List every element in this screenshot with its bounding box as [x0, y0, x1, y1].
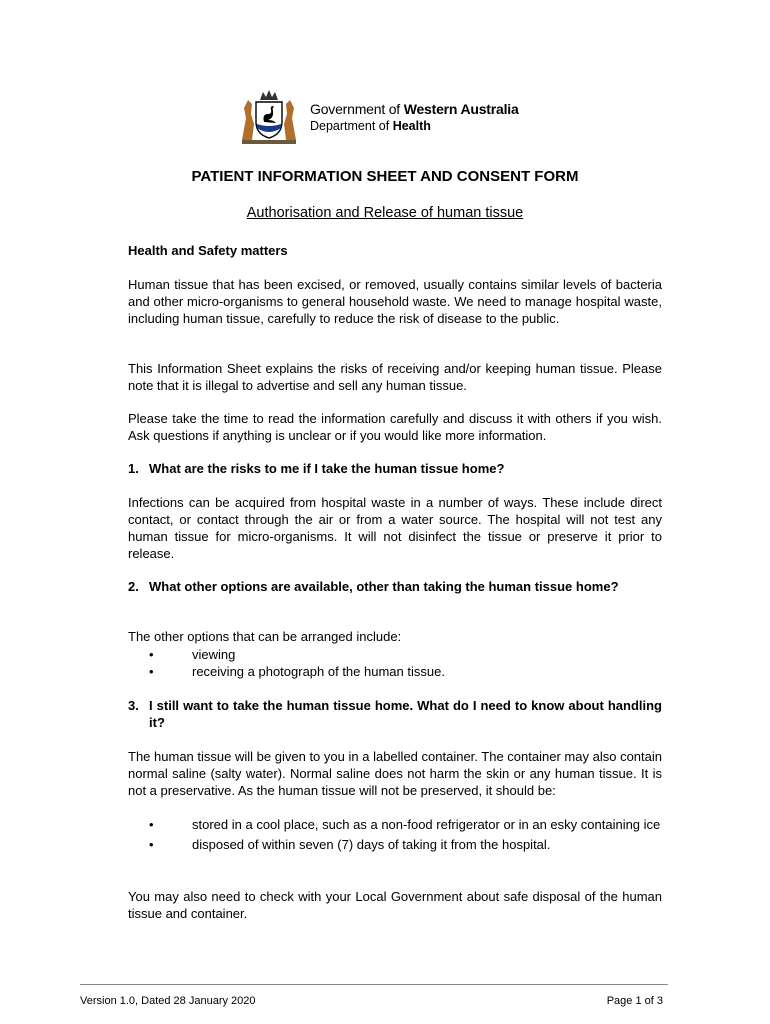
list-item: • stored in a cool place, such as a non-food refrigerator or in an esky containing ice	[149, 817, 661, 832]
wa-coat-of-arms-logo	[238, 88, 300, 146]
list-item: • disposed of within seven (7) days of taking it from the hospital.	[149, 837, 551, 852]
section-3-bullets	[128, 816, 662, 853]
list-item: • receiving a photograph of the human tissue.	[149, 664, 445, 679]
bullet-icon: •	[149, 837, 154, 852]
section-2-bullets	[128, 646, 662, 680]
intro-paragraph-1: Human tissue that has been excised, or removed, usually contains similar levels of bacteria and other micro-organisms to general household waste. We need to manage hospital waste, including human tissue, carefully to reduce the risk of disease to the public.	[128, 277, 662, 326]
footer-page-number: Page 1 of 3	[606, 995, 663, 1007]
page-title: PATIENT INFORMATION SHEET AND CONSENT FORM	[191, 168, 579, 185]
intro-paragraph-2: This Information Sheet explains the risks of receiving and/or keeping human tissue. Please note that it is illegal to advertise and sell any human tissue.	[128, 361, 662, 393]
bullet-icon: •	[149, 647, 154, 662]
footer-divider	[80, 984, 668, 985]
footer-version: Version 1.0, Dated 28 January 2020	[80, 995, 256, 1007]
section-3-paragraph-2: You may also need to check with your Local Government about safe disposal of the human tissue and container.	[128, 889, 662, 921]
government-name: Government of Western Australia	[310, 101, 519, 117]
department-name: Department of Health	[310, 119, 431, 133]
section-3-paragraph: The human tissue will be given to you in a labelled container. The container may also contain normal saline (salty water). Normal saline does not harm the skin or any human tissue. It is not a preservative. As the human tissue will not be preserved, it should be:	[128, 749, 662, 798]
section-2-paragraph: The other options that can be arranged include:	[128, 629, 402, 644]
bullet-icon: •	[149, 817, 154, 832]
intro-heading: Health and Safety matters	[128, 243, 288, 258]
section-1-paragraph: Infections can be acquired from hospital waste in a number of ways. These include direct contact, or contact through the air or from a water source. The hospital will not test any human tissue for micro-organisms. It will not disinfect the tissue or preserve it prior to release.	[128, 495, 662, 561]
list-item: • viewing	[149, 647, 236, 662]
letterhead	[238, 88, 538, 150]
section-3-heading: 3. I still want to take the human tissue home. What do I need to know about handling it?	[128, 698, 662, 730]
intro-paragraph-3: Please take the time to read the information carefully and discuss it with others if you wish. Ask questions if anything is unclear or if you would like more information.	[128, 411, 662, 443]
section-2-heading: 2. What other options are available, other than taking the human tissue home?	[128, 579, 619, 594]
page-subtitle: Authorisation and Release of human tissue	[246, 205, 524, 221]
bullet-icon: •	[149, 664, 154, 679]
section-1-heading: 1. What are the risks to me if I take the human tissue home?	[128, 461, 505, 476]
